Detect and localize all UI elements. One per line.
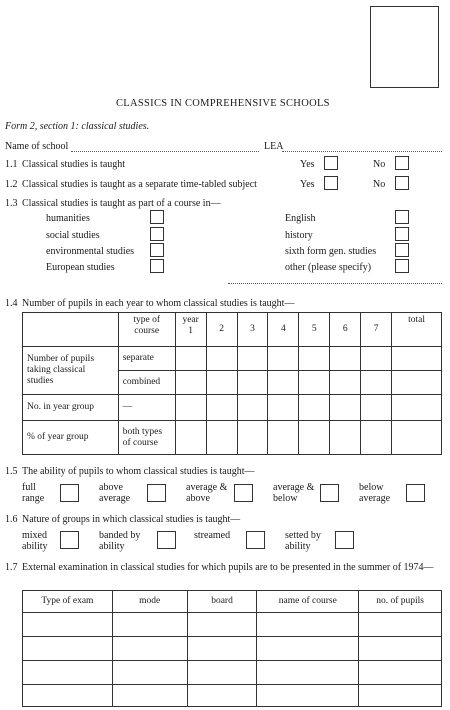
q13-checkbox[interactable] bbox=[395, 259, 409, 273]
cell[interactable] bbox=[237, 395, 268, 421]
q16-num: 1.6 bbox=[5, 514, 18, 525]
cell[interactable] bbox=[206, 395, 237, 421]
q12-text: Classical studies is taught as a separate time-tabled subject bbox=[22, 179, 257, 190]
q12-no-label: No bbox=[373, 179, 386, 190]
cell[interactable] bbox=[206, 347, 237, 371]
table-corner bbox=[23, 313, 119, 347]
hdr-year-7: 7 bbox=[361, 313, 392, 347]
cell[interactable] bbox=[175, 421, 206, 455]
cell[interactable] bbox=[268, 395, 299, 421]
cell[interactable] bbox=[361, 421, 392, 455]
cell[interactable] bbox=[237, 421, 268, 455]
q13-option: social studies bbox=[46, 230, 100, 241]
q12-num: 1.2 bbox=[5, 179, 18, 190]
other-specify-field[interactable] bbox=[228, 283, 442, 284]
lea-label: LEA bbox=[264, 141, 284, 152]
type-separate: separate bbox=[118, 347, 175, 371]
cell[interactable] bbox=[359, 613, 442, 637]
q11-no-label: No bbox=[373, 159, 386, 170]
cell[interactable] bbox=[392, 347, 442, 371]
ability-below-average: below average bbox=[359, 482, 391, 504]
cell[interactable] bbox=[23, 685, 113, 707]
cell[interactable] bbox=[361, 371, 392, 395]
row-percent: % of year group bbox=[23, 421, 119, 455]
name-of-school-label: Name of school bbox=[5, 141, 69, 152]
q13-option: European studies bbox=[46, 262, 115, 273]
cell[interactable] bbox=[330, 371, 361, 395]
q17-text: External examination in classical studies for which pupils are to be presented in the summer of 1974— bbox=[22, 562, 434, 573]
exam-table bbox=[22, 590, 442, 707]
q16-text: Nature of groups in which classical studies is taught— bbox=[22, 514, 241, 525]
type-combined: combined bbox=[118, 371, 175, 395]
q13-checkbox[interactable] bbox=[150, 259, 164, 273]
lea-field[interactable] bbox=[282, 151, 442, 152]
cell[interactable] bbox=[206, 371, 237, 395]
cell[interactable] bbox=[359, 637, 442, 661]
cell[interactable] bbox=[257, 685, 359, 707]
q14-text: Number of pupils in each year to whom classical studies is taught— bbox=[22, 298, 295, 309]
q12-yes-label: Yes bbox=[300, 179, 315, 190]
q13-checkbox[interactable] bbox=[395, 210, 409, 224]
exam-hdr-board: board bbox=[187, 591, 257, 613]
q13-option: English bbox=[285, 213, 316, 224]
ability-average-below: average & below bbox=[273, 482, 315, 504]
pupils-table bbox=[22, 312, 442, 455]
ability-checkbox[interactable] bbox=[320, 484, 339, 502]
q11-text: Classical studies is taught bbox=[22, 159, 126, 170]
cell[interactable] bbox=[268, 421, 299, 455]
row-year-group: No. in year group bbox=[23, 395, 119, 421]
cell[interactable] bbox=[268, 347, 299, 371]
q11-yes-checkbox[interactable] bbox=[324, 156, 338, 170]
cell[interactable] bbox=[237, 347, 268, 371]
ability-checkbox[interactable] bbox=[60, 484, 79, 502]
cell[interactable] bbox=[299, 421, 330, 455]
q13-checkbox[interactable] bbox=[150, 210, 164, 224]
cell[interactable] bbox=[175, 395, 206, 421]
cell[interactable] bbox=[392, 421, 442, 455]
cell[interactable] bbox=[361, 395, 392, 421]
cell[interactable] bbox=[237, 371, 268, 395]
form-section: Form 2, section 1: classical studies. bbox=[5, 121, 150, 132]
group-checkbox[interactable] bbox=[246, 531, 265, 549]
hdr-total: total bbox=[392, 313, 442, 347]
ability-average-above: average & above bbox=[186, 482, 228, 504]
group-streamed: streamed bbox=[194, 530, 231, 541]
hdr-year-1: year 1 bbox=[175, 313, 206, 347]
hdr-year-2: 2 bbox=[206, 313, 237, 347]
q11-yes-label: Yes bbox=[300, 159, 315, 170]
cell[interactable] bbox=[299, 395, 330, 421]
q13-option: environmental studies bbox=[46, 246, 135, 257]
exam-hdr-pupils: no. of pupils bbox=[359, 591, 442, 613]
group-checkbox[interactable] bbox=[60, 531, 79, 549]
q13-num: 1.3 bbox=[5, 198, 18, 209]
group-banded: banded by ability bbox=[99, 530, 141, 552]
q13-option: other (please specify) bbox=[285, 262, 372, 273]
cell[interactable] bbox=[187, 613, 257, 637]
exam-hdr-mode: mode bbox=[112, 591, 187, 613]
cell[interactable] bbox=[112, 637, 187, 661]
cell[interactable] bbox=[175, 347, 206, 371]
q13-checkbox[interactable] bbox=[150, 243, 164, 257]
cell[interactable] bbox=[330, 347, 361, 371]
cell[interactable] bbox=[187, 637, 257, 661]
cell[interactable] bbox=[23, 637, 113, 661]
cell[interactable] bbox=[330, 421, 361, 455]
name-of-school-field[interactable] bbox=[71, 151, 259, 152]
cell[interactable] bbox=[359, 661, 442, 685]
q15-text: The ability of pupils to whom classical studies is taught— bbox=[22, 466, 255, 477]
ability-checkbox[interactable] bbox=[234, 484, 253, 502]
q13-option: sixth form gen. studies bbox=[285, 246, 377, 257]
hdr-year-4: 4 bbox=[268, 313, 299, 347]
hdr-year-5: 5 bbox=[299, 313, 330, 347]
group-setted: setted by ability bbox=[285, 530, 321, 552]
q14-num: 1.4 bbox=[5, 298, 18, 309]
hdr-year-6: 6 bbox=[330, 313, 361, 347]
group-checkbox[interactable] bbox=[335, 531, 354, 549]
cell[interactable] bbox=[392, 371, 442, 395]
cell[interactable] bbox=[206, 421, 237, 455]
cell[interactable] bbox=[361, 347, 392, 371]
cell[interactable] bbox=[187, 685, 257, 707]
exam-hdr-type: Type of exam bbox=[23, 591, 113, 613]
q13-option: humanities bbox=[46, 213, 90, 224]
q13-checkbox[interactable] bbox=[395, 243, 409, 257]
cell[interactable] bbox=[112, 685, 187, 707]
cell[interactable] bbox=[112, 661, 187, 685]
cell[interactable] bbox=[330, 395, 361, 421]
cell[interactable] bbox=[299, 371, 330, 395]
q13-text: Classical studies is taught as part of a course in— bbox=[22, 198, 221, 209]
q17-num: 1.7 bbox=[5, 562, 18, 573]
page-title: CLASSICS IN COMPREHENSIVE SCHOOLS bbox=[116, 98, 330, 109]
q12-no-checkbox[interactable] bbox=[395, 176, 409, 190]
office-use-box bbox=[370, 6, 439, 88]
q13-checkbox[interactable] bbox=[150, 227, 164, 241]
group-mixed-ability: mixed ability bbox=[22, 530, 48, 552]
cell[interactable] bbox=[299, 347, 330, 371]
cell[interactable] bbox=[359, 685, 442, 707]
cell[interactable] bbox=[392, 395, 442, 421]
cell[interactable] bbox=[112, 613, 187, 637]
cell[interactable] bbox=[187, 661, 257, 685]
cell[interactable] bbox=[268, 371, 299, 395]
cell[interactable] bbox=[23, 661, 113, 685]
q12-yes-checkbox[interactable] bbox=[324, 176, 338, 190]
q11-no-checkbox[interactable] bbox=[395, 156, 409, 170]
exam-hdr-course: name of course bbox=[257, 591, 359, 613]
cell[interactable] bbox=[23, 613, 113, 637]
group-checkbox[interactable] bbox=[157, 531, 176, 549]
type-dash: — bbox=[118, 395, 175, 421]
hdr-type-course: type of course bbox=[118, 313, 175, 347]
ability-checkbox[interactable] bbox=[147, 484, 166, 502]
q15-num: 1.5 bbox=[5, 466, 18, 477]
ability-above-average: above average bbox=[99, 482, 131, 504]
cell[interactable] bbox=[257, 637, 359, 661]
cell[interactable] bbox=[257, 661, 359, 685]
row-pupils-taking: Number of pupils taking classical studies bbox=[23, 347, 119, 395]
hdr-year-3: 3 bbox=[237, 313, 268, 347]
q11-num: 1.1 bbox=[5, 159, 18, 170]
ability-checkbox[interactable] bbox=[406, 484, 425, 502]
cell[interactable] bbox=[175, 371, 206, 395]
q13-option: history bbox=[285, 230, 313, 241]
cell[interactable] bbox=[257, 613, 359, 637]
type-both: both types of course bbox=[118, 421, 175, 455]
q13-checkbox[interactable] bbox=[395, 227, 409, 241]
ability-full-range: full range bbox=[22, 482, 45, 504]
